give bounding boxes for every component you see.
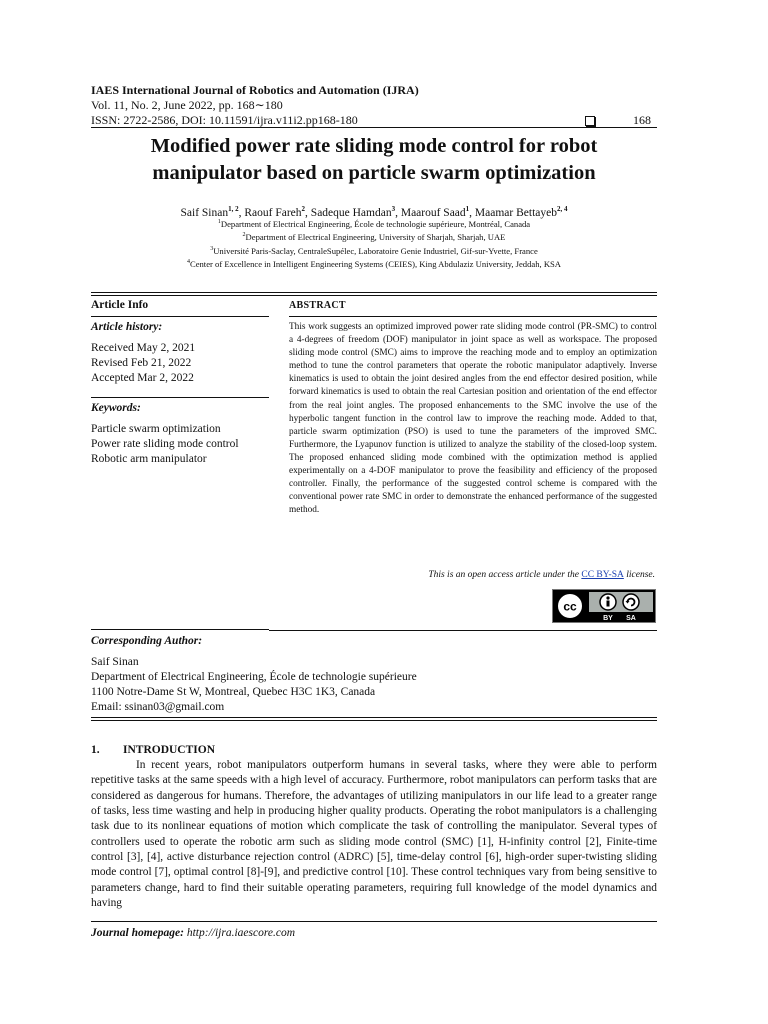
affiliation-list: [91, 217, 657, 270]
corresponding-author: [91, 634, 657, 715]
author: Maamar Bettayeb$^{2, 4}$: [474, 205, 568, 219]
cc-by-sa-badge[interactable]: [552, 589, 656, 623]
article-info-header: Article Info: [91, 299, 149, 311]
received-date: Received May 2, 2021: [91, 342, 196, 354]
corr-right-rule: [269, 630, 657, 631]
journal-issn-row: [91, 113, 657, 128]
corr-left-rule: [91, 629, 269, 630]
affiliation: $^2$Department of Electrical Engineering, University of Sharjah, Sharjah, UAE: [242, 232, 506, 243]
attribution-icon: [600, 594, 616, 610]
author: Sadeque Hamdan$^3$,: [310, 205, 401, 219]
square-icon: [585, 116, 595, 126]
cc-by-label: BY: [603, 615, 613, 622]
cc-by-sa-link[interactable]: CC BY-SA: [581, 570, 624, 580]
abstract-text: This work suggests an optimized improved power rate sliding mode control (PR-SMC) to control a 4-degrees of freedom (DOF) manipulator in joint space as well as workspace. The proposed sliding mode control (SMC) aims to improve the reaching mode and to employ an optimization method to tune the control parameters that operate the robotic manipulator adaptively. Inverse kinematics is used to obtain the joint desired angles from the end effector desired position, while forward kinematics is used to obtain the real Cartesian position and orientation of the end effector from the real joint angles. The proposed enhancements to the SMC involve the use of the hyperbolic tangent function in the control law to improve the reaching mode. Added to that, particle swarm optimization (PSO) is used to tune the parameters of the improved SMC. Furthermore, the Lyapunov function is utilized to analyze the stability of the closed-loop system. The proposed enhanced sliding mode combined with the optimization method is applied experimentally on a 4-DOF manipulator to prove the feasibility and efficiency of the proposed controller. Finally, the performance of the suggested control scheme is compared with the conventional power rate SMC in order to demonstrate the enhanced performance of the suggested method.: [289, 322, 657, 516]
cc-sa-label: SA: [626, 615, 636, 622]
affiliation: $^4$Center of Excellence in Intelligent Engineering Systems (CEIES), King Abdulaziz University, Jeddah, KSA: [186, 258, 562, 269]
history-rule: [91, 397, 269, 398]
abstract-rule: [289, 316, 657, 317]
paper-page: [91, 0, 657, 1024]
corresponding-label: Corresponding Author:: [91, 635, 203, 647]
journal-homepage: Journal homepage: http://ijra.iaescore.com: [91, 927, 296, 939]
introduction-text: In recent years, robot manipulators outperform humans in several tasks, where they were able to perform repetitive tasks at the same speeds with a high level of accuracy. Furthermore, robot manipulators can perform tasks that are considered as dangerous for humans. Therefore, the advantages of utilizing manipulators in our life lead to a greater range of tasks, less time wasting and help in producing higher quality products. Operating the robot manipulators is a challenging task due to its nonlinear equations of motion which complicate the task of controlling the manipulator. Several types of controllers used to operate the robotic arm such as sliding mode control (SMC) [1], H-infinity control [2], Finite-time control [3], [4], active disturbance rejection control (ADRC) [5], time-delay control [6], high-order super-twisting sliding mode control [7], optimal control [8]-[9], and predictive control [10]. These control techniques vary from being sensitive to parameters change, hard to find their suitable operating parameters, requiring full knowledge of the model dynamics and having: [91, 759, 657, 910]
journal-volume: Vol. 11, No. 2, June 2022, pp. 168∼180: [91, 98, 283, 112]
page-number: 168: [633, 113, 651, 127]
article-history-label: Article history:: [91, 321, 163, 333]
article-info-top-rule: [91, 292, 657, 296]
keyword: Particle swarm optimization: [91, 423, 221, 435]
author: Maarouf Saad$^1$,: [400, 205, 475, 219]
corresponding-dept: Department of Electrical Engineering, École de technologie supérieure: [91, 671, 417, 683]
journal-issn: ISSN: 2722-2586, DOI: 10.11591/ijra.v11i2.pp168-180: [91, 113, 358, 127]
license-line: This is an open access article under the CC BY-SA license.: [428, 570, 655, 580]
paper-title-line-1: Modified power rate sliding mode control for robot: [150, 135, 598, 157]
revised-date: Revised Feb 21, 2022: [91, 357, 192, 369]
article-history: [91, 320, 269, 386]
section-heading-introduction: 1. INTRODUCTION: [91, 744, 216, 756]
corresponding-name: Saif Sinan: [91, 656, 139, 668]
keywords-section: [91, 401, 269, 467]
homepage-link[interactable]: http://ijra.iaescore.com: [186, 927, 296, 939]
cc-badge-graphic: [553, 590, 655, 622]
svg-text:cc: cc: [563, 599, 577, 614]
keywords-label: Keywords:: [91, 402, 141, 414]
corresponding-email[interactable]: Email: ssinan03@gmail.com: [91, 701, 225, 713]
affiliation: $^1$Department of Electrical Engineering, École de technologie supérieure, Montréal, Canada: [217, 218, 531, 229]
corr-bottom-rule: [91, 717, 657, 721]
abstract-header: ABSTRACT: [289, 300, 346, 311]
accepted-date: Accepted Mar 2, 2022: [91, 372, 194, 384]
author: Saif Sinan$^{1, 2}$,: [180, 205, 245, 219]
share-alike-icon: [623, 594, 639, 610]
header-rule: [91, 127, 657, 128]
paper-title-line-2: manipulator based on particle swarm optimization: [152, 162, 596, 184]
journal-title: IAES International Journal of Robotics and Automation (IJRA): [91, 83, 419, 97]
article-info-rule: [91, 316, 269, 317]
paper-title: [91, 133, 657, 187]
keyword: Robotic arm manipulator: [91, 453, 207, 465]
keyword: Power rate sliding mode control: [91, 438, 239, 450]
affiliation: $^3$Université Paris-Saclay, CentraleSupélec, Laboratoire Genie Industriel, Gif-sur-Yvette, France: [210, 245, 538, 256]
journal-header: [91, 83, 657, 128]
footer-rule: [91, 921, 657, 922]
corresponding-address: 1100 Notre-Dame St W, Montreal, Quebec H3C 1K3, Canada: [91, 686, 376, 698]
author: Raouf Fareh$^2$,: [244, 205, 311, 219]
